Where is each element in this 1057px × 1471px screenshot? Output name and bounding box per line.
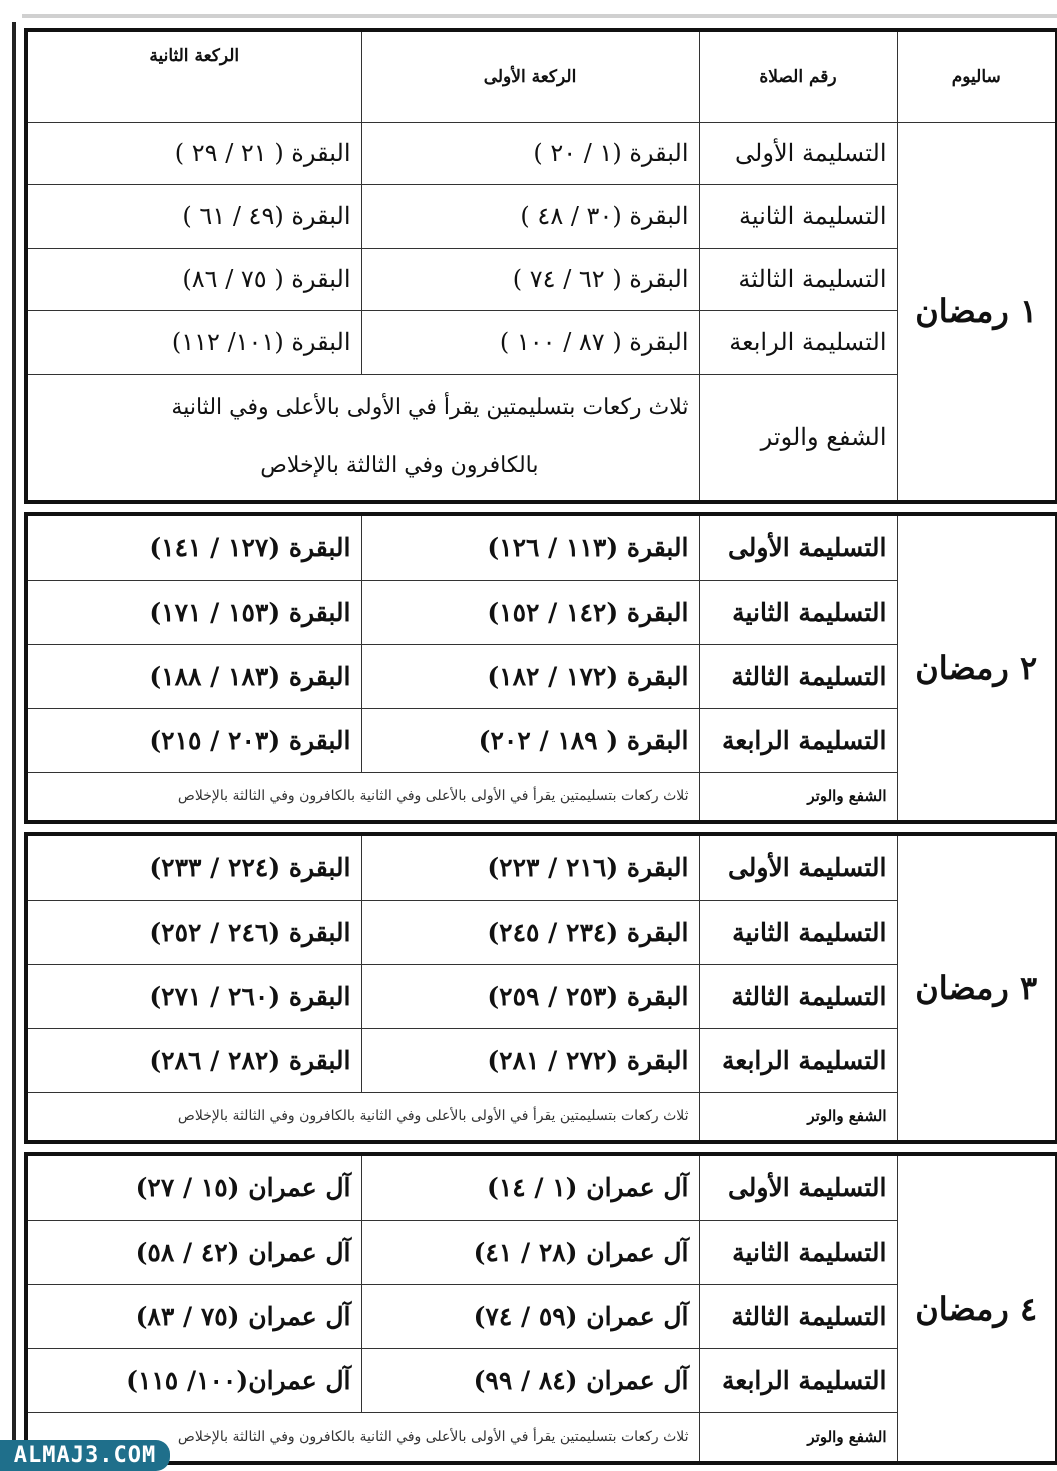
day-block-4: [24, 1152, 1057, 1465]
witr-label: الشفع والوتر: [699, 772, 897, 822]
header-prayer-number: رقم الصلاة: [699, 30, 897, 122]
second-rakah-reading: آل عمران (٤٢ / ٥٨): [26, 1220, 361, 1284]
first-rakah-reading: البقرة (١١٣ / ١٢٦): [361, 514, 699, 580]
first-rakah-reading: آل عمران (٥٩ / ٧٤): [361, 1284, 699, 1348]
prayer-name: التسليمة الرابعة: [699, 708, 897, 772]
day-label: ٢ رمضان: [897, 514, 1057, 822]
first-rakah-reading: البقرة (٢١٦ / ٢٢٣): [361, 834, 699, 900]
first-rakah-reading: البقرة (٢٥٣ / ٢٥٩): [361, 964, 699, 1028]
first-rakah-reading: البقرة (٣٠ / ٤٨ ): [361, 184, 699, 248]
prayer-name: التسليمة الثالثة: [699, 1284, 897, 1348]
second-rakah-reading: البقرة (٢٠٣ / ٢١٥): [26, 708, 361, 772]
prayer-name: التسليمة الثالثة: [699, 644, 897, 708]
second-rakah-reading: البقرة (١٥٣ / ١٧١): [26, 580, 361, 644]
first-rakah-reading: آل عمران (١ / ١٤): [361, 1154, 699, 1220]
second-rakah-reading: آل عمران(١٠٠/ ١١٥): [26, 1348, 361, 1412]
table-row: [26, 1154, 1057, 1220]
table-row: [26, 122, 1057, 184]
first-rakah-reading: آل عمران (٢٨ / ٤١): [361, 1220, 699, 1284]
second-rakah-reading: البقرة (٤٩ / ٦١ ): [26, 184, 361, 248]
prayer-name: التسليمة الثالثة: [699, 964, 897, 1028]
first-rakah-reading: البقرة ( ١٨٩ / ٢٠٢): [361, 708, 699, 772]
first-rakah-reading: البقرة ( ٦٢ / ٧٤ ): [361, 248, 699, 310]
header-first-rakah: الركعة الأولى: [361, 30, 699, 122]
witr-line-2: بالكافرون وفي الثالثة بالإخلاص: [260, 453, 539, 479]
witr-line-1: ثلاث ركعات بتسليمتين يقرأ في الأولى بالأعلى وفي الثانية: [171, 395, 689, 421]
day-label: ٤ رمضان: [897, 1154, 1057, 1463]
prayer-name: التسليمة الأولى: [699, 1154, 897, 1220]
table-row: [26, 514, 1057, 580]
prayer-name: التسليمة الرابعة: [699, 1348, 897, 1412]
second-rakah-reading: البقرة (١٢٧ / ١٤١): [26, 514, 361, 580]
prayer-name: التسليمة الرابعة: [699, 1028, 897, 1092]
day-block-3: [24, 832, 1057, 1144]
prayer-name: التسليمة الثانية: [699, 184, 897, 248]
second-rakah-reading: البقرة ( ٢١ / ٢٩ ): [26, 122, 361, 184]
day-block-2: [24, 512, 1057, 824]
prayer-name: التسليمة الثالثة: [699, 248, 897, 310]
prayer-name: التسليمة الرابعة: [699, 310, 897, 374]
first-rakah-reading: البقرة ( ٨٧ / ١٠٠ ): [361, 310, 699, 374]
prayer-name: التسليمة الثانية: [699, 580, 897, 644]
second-rakah-reading: البقرة (٢٤٦ / ٢٥٢): [26, 900, 361, 964]
second-rakah-reading: البقرة (٢٢٤ / ٢٣٣): [26, 834, 361, 900]
first-rakah-reading: البقرة (١ / ٢٠ ): [361, 122, 699, 184]
schedule: [24, 28, 1055, 1461]
second-rakah-reading: البقرة (١٠١/ ١١٢): [26, 310, 361, 374]
second-rakah-reading: البقرة (٢٨٢ / ٢٨٦): [26, 1028, 361, 1092]
witr-label: الشفع والوتر: [699, 1092, 897, 1142]
top-rule: [22, 14, 1057, 18]
header-day: ساليوم: [897, 30, 1057, 122]
table-row: [26, 834, 1057, 900]
witr-description: ثلاث ركعات بتسليمتين يقرأ في الأولى بالأعلى وفي الثانية بالكافرون وفي الثالثة بالإخلاص: [26, 1412, 699, 1463]
witr-label: الشفع والوتر: [699, 374, 897, 502]
second-rakah-reading: البقرة ( ٧٥ / ٨٦): [26, 248, 361, 310]
day-block-1: [24, 28, 1057, 504]
prayer-name: التسليمة الأولى: [699, 122, 897, 184]
first-rakah-reading: البقرة (٢٧٢ / ٢٨١): [361, 1028, 699, 1092]
second-rakah-reading: البقرة (٢٦٠ / ٢٧١): [26, 964, 361, 1028]
prayer-name: التسليمة الثانية: [699, 1220, 897, 1284]
second-rakah-reading: البقرة (١٨٣ / ١٨٨): [26, 644, 361, 708]
prayer-name: التسليمة الأولى: [699, 514, 897, 580]
header-row: [26, 30, 1057, 122]
header-second-rakah: الركعة الثانية: [26, 30, 361, 122]
second-rakah-reading: آل عمران (١٥ / ٢٧): [26, 1154, 361, 1220]
prayer-name: التسليمة الأولى: [699, 834, 897, 900]
first-rakah-reading: البقرة (١٤٢ / ١٥٢): [361, 580, 699, 644]
second-rakah-reading: آل عمران (٧٥ / ٨٣): [26, 1284, 361, 1348]
first-rakah-reading: البقرة (١٧٢ / ١٨٢): [361, 644, 699, 708]
witr-description: ثلاث ركعات بتسليمتين يقرأ في الأولى بالأعلى وفي الثانية بالكافرون وفي الثالثة بالإخلاص: [26, 1092, 699, 1142]
witr-label: الشفع والوتر: [699, 1412, 897, 1463]
first-rakah-reading: البقرة (٢٣٤ / ٢٤٥): [361, 900, 699, 964]
day-label: ٣ رمضان: [897, 834, 1057, 1142]
prayer-name: التسليمة الثانية: [699, 900, 897, 964]
site-watermark: ALMAJ3.COM: [0, 1440, 170, 1471]
day-label: ١ رمضان: [897, 122, 1057, 502]
witr-description: ثلاث ركعات بتسليمتين يقرأ في الأولى بالأعلى وفي الثانية بالكافرون وفي الثالثة بالإخلاص: [26, 772, 699, 822]
witr-description: [26, 374, 699, 502]
first-rakah-reading: آل عمران (٨٤ / ٩٩): [361, 1348, 699, 1412]
